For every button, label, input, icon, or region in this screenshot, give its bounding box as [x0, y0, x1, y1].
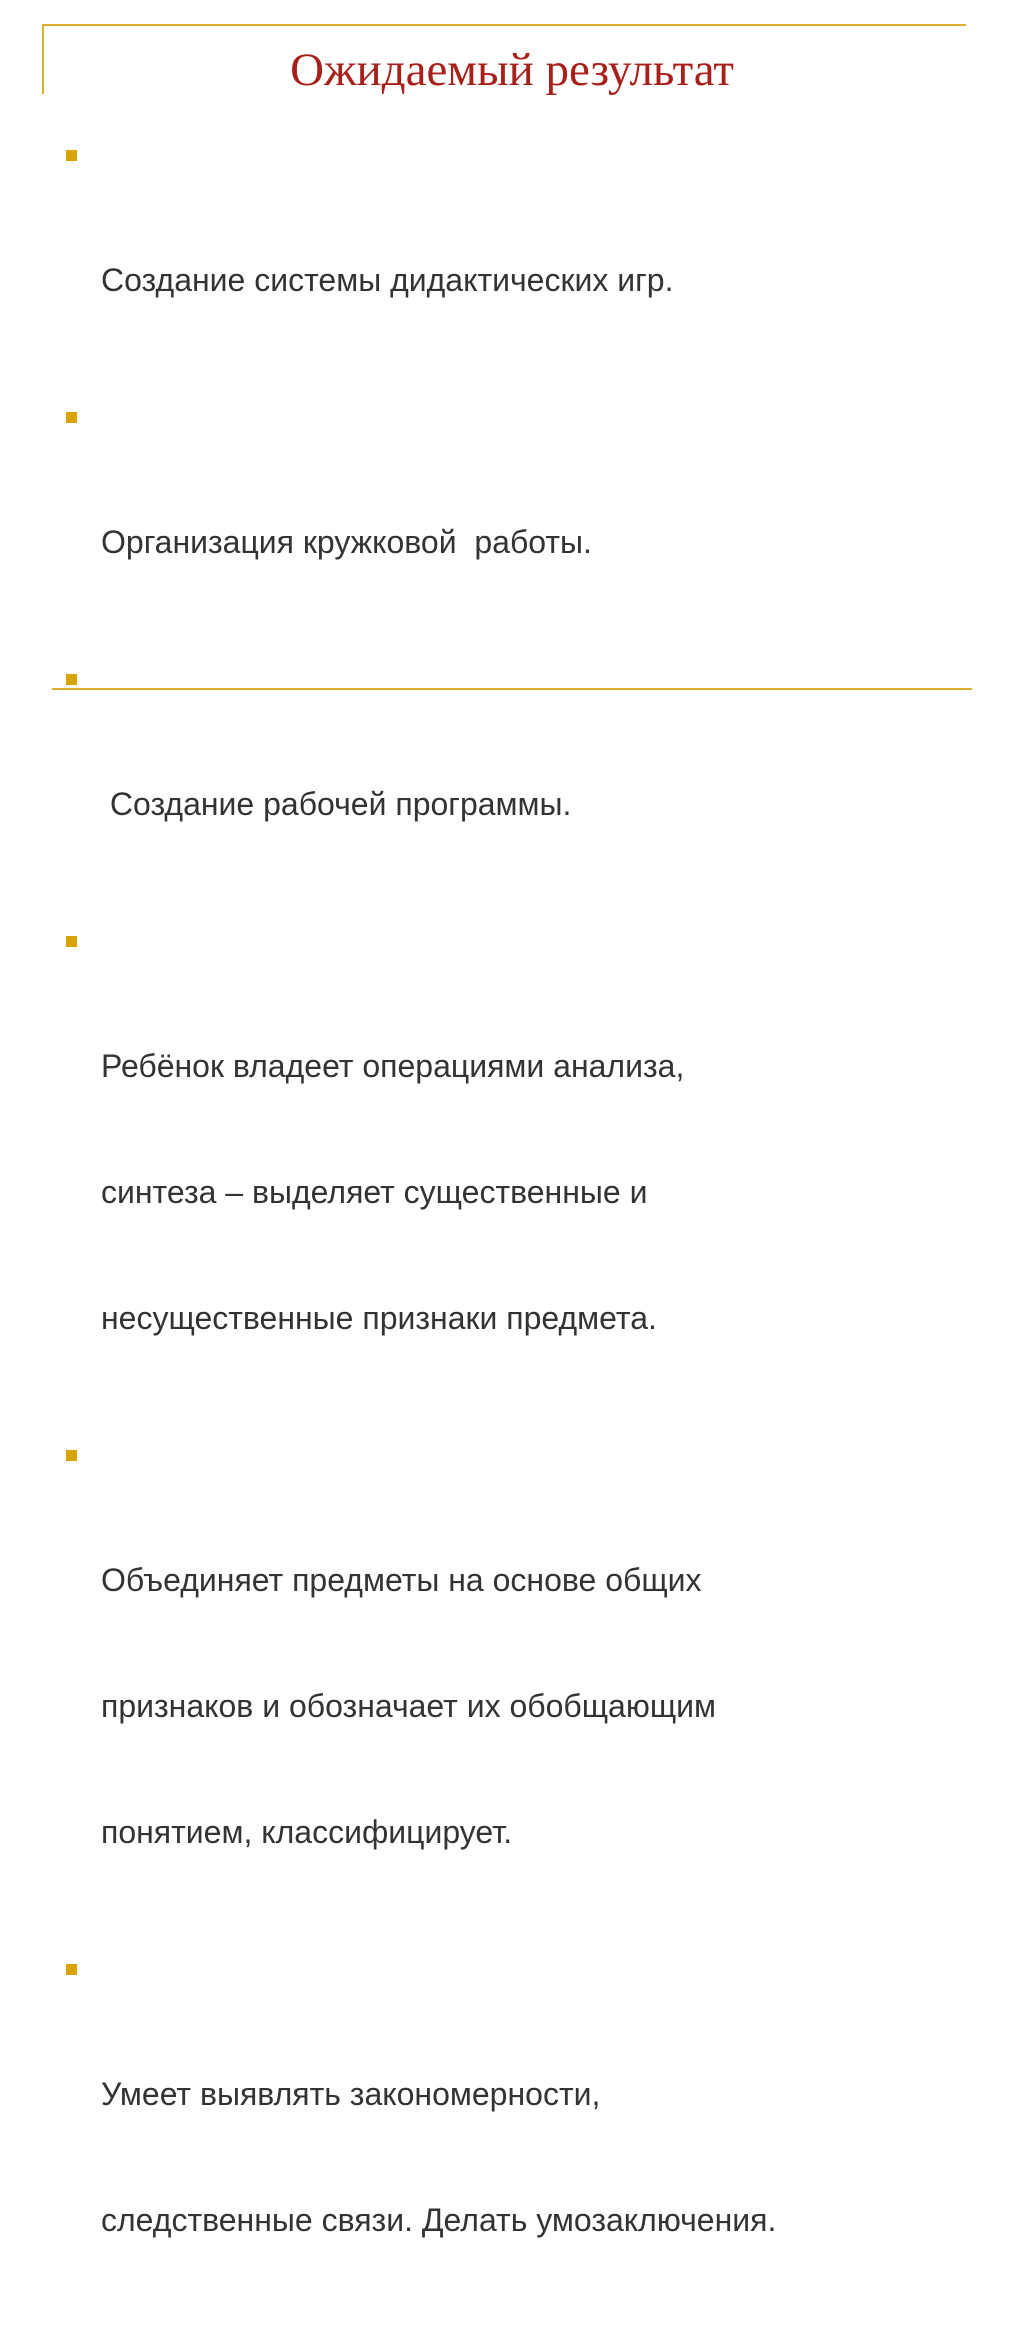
- bullet-text-line: Организация кружковой работы.: [101, 524, 592, 560]
- bullet-item: [0, 657, 1024, 909]
- bullet-square-icon: [66, 1450, 77, 1461]
- frame-top-line: [42, 24, 966, 26]
- bullet-square-icon: [66, 412, 77, 423]
- bullet-text-line: Умеет выявлять закономерности,: [101, 2076, 601, 2112]
- bullet-text-line: несущественные признаки предмета.: [101, 1300, 657, 1336]
- bullet-text-line: Создание рабочей программы.: [101, 786, 572, 822]
- bullet-list: [0, 133, 1024, 2335]
- bullet-square-icon: [66, 1964, 77, 1975]
- bullet-text-line: синтеза – выделяет существенные и: [101, 1174, 648, 1210]
- bullet-text-line: признаков и обозначает их обобщающим: [101, 1688, 717, 1724]
- bullet-item: [0, 1947, 1024, 2325]
- bullet-text-line: следственные связи. Делать умозаключения.: [101, 2202, 777, 2238]
- slide-title: Ожидаемый результат: [290, 44, 734, 96]
- bullet-item: [0, 919, 1024, 1423]
- bullet-item: [0, 1433, 1024, 1937]
- bullet-square-icon: [66, 674, 77, 685]
- bullet-text-line: Объединяет предметы на основе общих: [101, 1562, 702, 1598]
- bullet-square-icon: [66, 936, 77, 947]
- bullet-item: [0, 133, 1024, 385]
- bullet-text-line: понятием, классифицирует.: [101, 1814, 513, 1850]
- bullet-square-icon: [66, 150, 77, 161]
- bullet-item: [0, 395, 1024, 647]
- bullet-text-line: Создание системы дидактических игр.: [101, 262, 674, 298]
- bullet-text-line: Ребёнок владеет операциями анализа,: [101, 1048, 685, 1084]
